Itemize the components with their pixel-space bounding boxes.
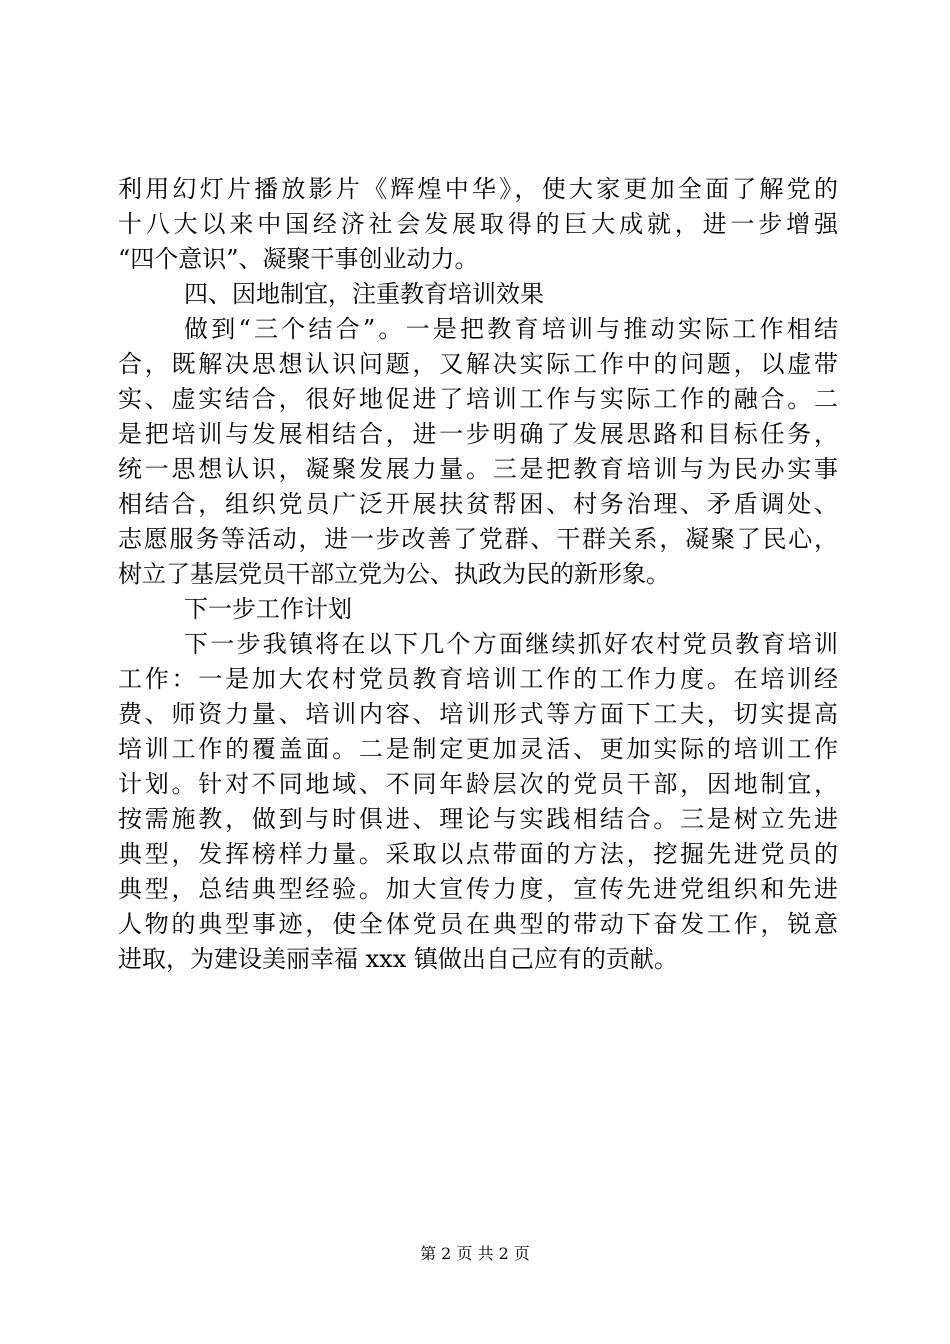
text-line: 统一思想认识，凝聚发展力量。三是把教育培训与为民办实事 [118,455,838,483]
text-line: 按需施教，做到与时俱进、理论与实践相结合。三是树立先进 [118,805,838,833]
text-line: 费、师资力量、培训内容、培训形式等方面下工夫，切实提高 [118,700,838,728]
text-line: 十八大以来中国经济社会发展取得的巨大成就，进一步增强 [118,210,838,238]
text-line: 工作：一是加大农村党员教育培训工作的工作力度。在培训经 [118,665,838,693]
text-line: 培训工作的覆盖面。二是制定更加灵活、更加实际的培训工作 [118,735,838,763]
text-line: 人物的典型事迹，使全体党员在典型的带动下奋发工作，锐意 [118,910,838,938]
text-line: 典型，总结典型经验。加大宣传力度，宣传先进党组织和先进 [118,875,838,903]
text-line: 树立了基层党员干部立党为公、执政为民的新形象。 [118,560,670,588]
document-body [118,172,838,977]
text-line: 合，既解决思想认识问题，又解决实际工作中的问题，以虚带 [118,350,838,378]
text-line: 典型，发挥榜样力量。采取以点带面的方法，挖掘先进党员的 [118,840,838,868]
text-line: 下一步工作计划 [184,595,352,623]
text-line: 利用幻灯片播放影片《辉煌中华》，使大家更加全面了解党的 [118,175,838,203]
text-line: 是把培训与发展相结合，进一步明确了发展思路和目标任务， [118,420,838,448]
text-line: 四、因地制宜，注重教育培训效果 [184,280,544,308]
text-line: 下一步我镇将在以下几个方面继续抓好农村党员教育培训 [184,630,838,658]
text-line: 做到“三个结合”。一是把教育培训与推动实际工作相结 [184,315,838,343]
text-line: “四个意识”、凝聚干事创业动力。 [118,245,479,273]
text-line: 计划。针对不同地域、不同年龄层次的党员干部，因地制宜， [118,770,838,798]
text-line: 相结合，组织党员广泛开展扶贫帮困、村务治理、矛盾调处、 [118,490,838,518]
text-line: 志愿服务等活动，进一步改善了党群、干群关系，凝聚了民心， [118,525,838,553]
page-footer: 第 2 页 共 2 页 [420,1244,530,1263]
text-line: 进取，为建设美丽幸福 xxx 镇做出自己应有的贡献。 [118,945,678,973]
text-line: 实、虚实结合，很好地促进了培训工作与实际工作的融合。二 [118,385,838,413]
